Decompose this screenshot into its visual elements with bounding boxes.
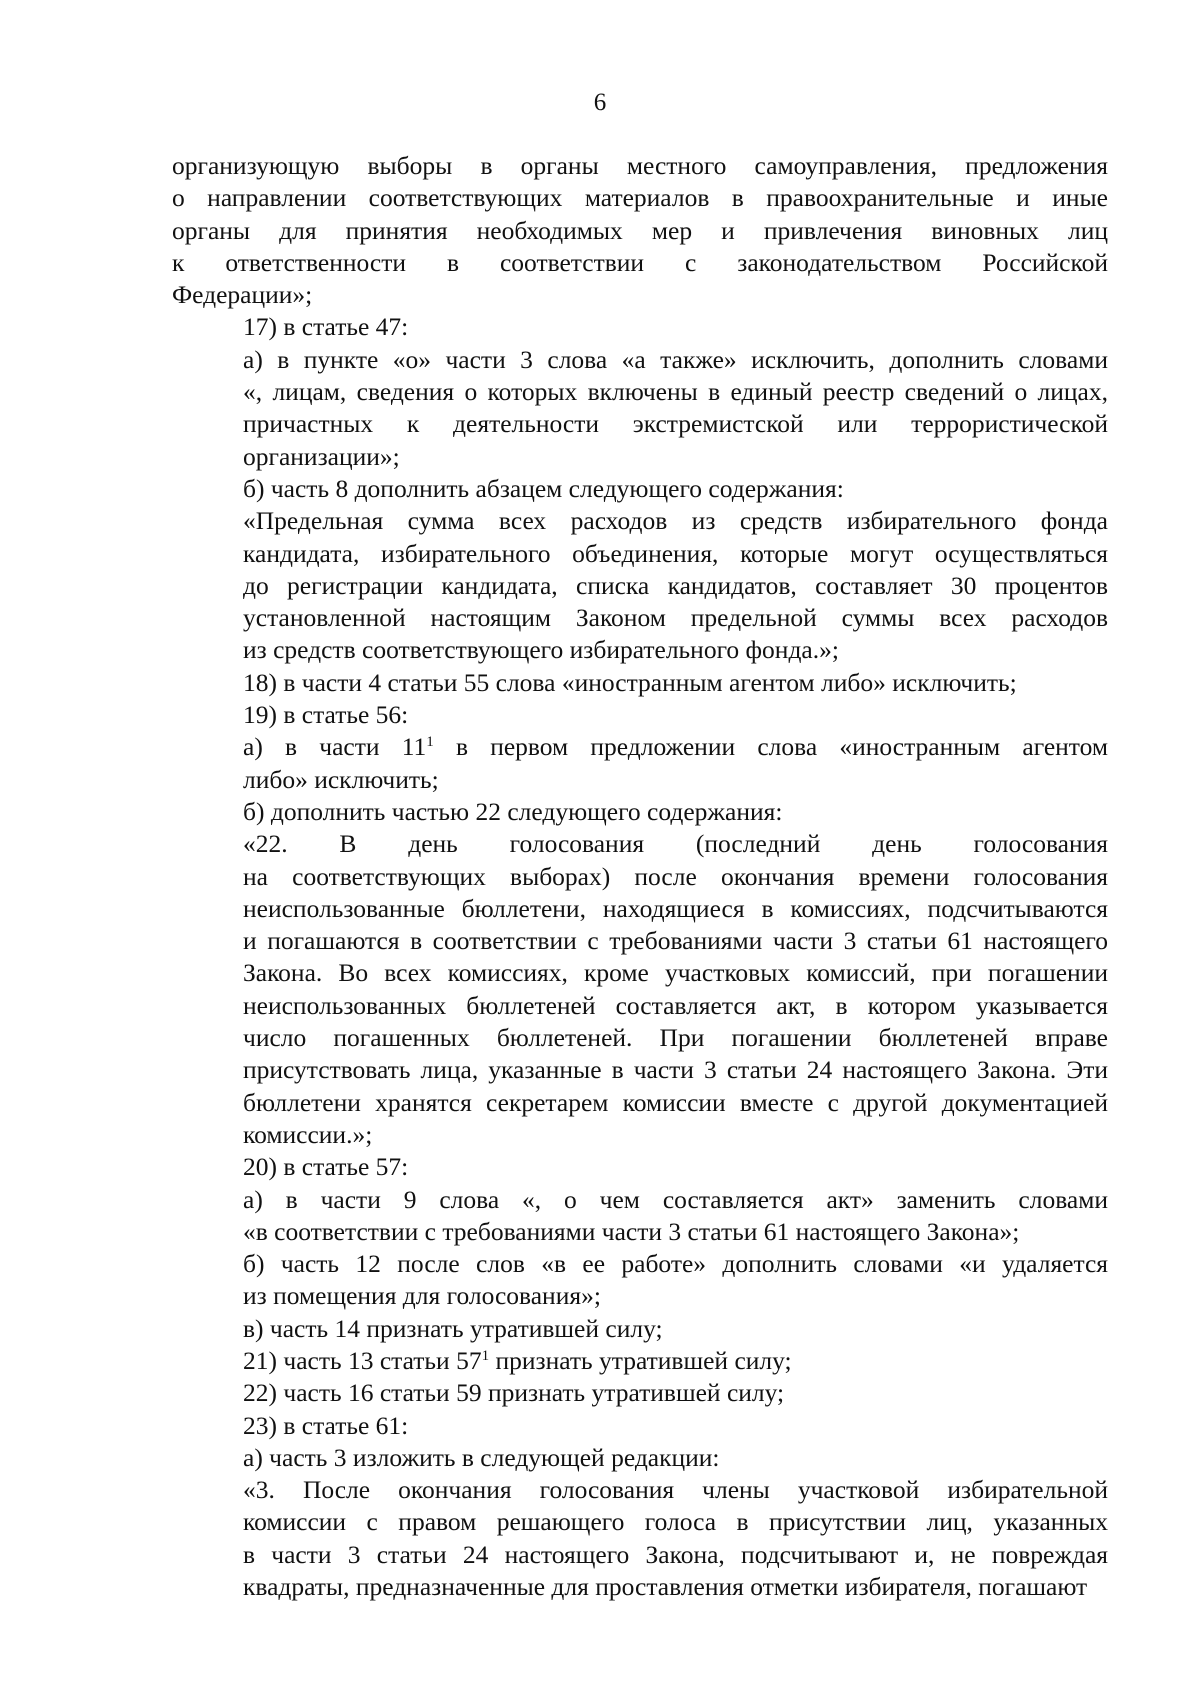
text-line: установленной настоящим Законом предельной суммы всех расходов	[243, 603, 1108, 633]
paragraph	[172, 473, 1108, 505]
text-line: а) в части 9 слова «, о чем составляется акт» заменить словами	[243, 1184, 1108, 1214]
paragraph	[172, 1442, 1108, 1474]
text-line: присутствовать лица, указанные в части 3 статьи 24 настоящего Закона. Эти	[243, 1055, 1108, 1085]
text-line: квадраты, предназначенные для проставления отметки избирателя, погашают	[243, 1572, 1088, 1602]
paragraph	[172, 1410, 1108, 1442]
paragraph	[172, 1474, 1108, 1603]
paragraph	[172, 311, 1108, 343]
text-line: и погашаются в соответствии с требованиями части 3 статьи 61 настоящего	[243, 926, 1108, 956]
text-line: о направлении соответствующих материалов в правоохранительные и иные	[172, 183, 1108, 213]
paragraph	[172, 1151, 1108, 1183]
paragraph	[172, 1248, 1108, 1313]
paragraph	[172, 1345, 1108, 1377]
text-line: до регистрации кандидата, списка кандидатов, составляет 30 процентов	[243, 570, 1108, 600]
text-fragment: 21) часть 13 статьи 57	[243, 1345, 482, 1375]
text-line: Закона. Во всех комиссиях, кроме участковых комиссий, при погашении	[243, 958, 1108, 988]
paragraph	[172, 1184, 1108, 1249]
text-fragment: а) в части 11	[243, 732, 427, 762]
text-line: причастных к деятельности экстремистской или террористической	[243, 409, 1108, 439]
text-line: «Предельная сумма всех расходов из средств избирательного фонда	[243, 506, 1108, 536]
text-line: 17) в статье 47:	[243, 312, 409, 342]
text-line: а) в пункте «о» части 3 слова «а также» исключить, дополнить словами	[243, 344, 1108, 374]
text-line: б) дополнить частью 22 следующего содержания:	[243, 796, 783, 826]
text-line: в части 3 статьи 24 настоящего Закона, подсчитывают и, не повреждая	[243, 1539, 1108, 1569]
text-line: Федерации»;	[172, 280, 313, 310]
text-line: организующую выборы в органы местного самоуправления, предложения	[172, 151, 1108, 180]
page-number: 6	[593, 89, 607, 116]
paragraph	[172, 731, 1108, 796]
text-line: из помещения для голосования»;	[243, 1281, 601, 1311]
text-line: из средств соответствующего избирательного фонда.»;	[243, 635, 839, 665]
text-line: 22) часть 16 статьи 59 признать утратившей силу;	[243, 1378, 785, 1408]
text-line: неиспользованные бюллетени, находящиеся в комиссиях, подсчитываются	[243, 893, 1108, 923]
text-line: 19) в статье 56:	[243, 700, 409, 730]
text-line: к ответственности в соответствии с законодательством Российской	[172, 247, 1108, 277]
text-line: 23) в статье 61:	[243, 1410, 409, 1440]
text-line: бюллетени хранятся секретарем комиссии вместе с другой документацией	[243, 1087, 1108, 1117]
text-line: в) часть 14 признать утратившей силу;	[243, 1313, 663, 1343]
text-line: на соответствующих выборах) после окончания времени голосования	[243, 861, 1108, 891]
paragraph	[172, 699, 1108, 731]
text-line: 20) в статье 57:	[243, 1152, 409, 1182]
text-line: организации»;	[243, 441, 400, 471]
superscript: 1	[481, 1347, 490, 1364]
paragraph	[172, 1377, 1108, 1409]
text-line: комиссии с правом решающего голоса в присутствии лиц, указанных	[243, 1507, 1108, 1537]
paragraph	[172, 344, 1108, 473]
paragraph	[172, 150, 1108, 311]
text-line: «, лицам, сведения о которых включены в единый реестр сведений о лицах,	[243, 377, 1108, 407]
paragraph	[172, 1313, 1108, 1345]
text-fragment: признать утратившей силу;	[489, 1345, 792, 1375]
text-line: число погашенных бюллетеней. При погашении бюллетеней вправе	[243, 1023, 1108, 1053]
text-line: комиссии.»;	[243, 1119, 373, 1149]
paragraph	[172, 828, 1108, 1151]
text-line: либо» исключить;	[243, 764, 439, 794]
text-line: «3. После окончания голосования члены участковой избирательной	[243, 1475, 1108, 1505]
text-line: «в соответствии с требованиями части 3 статьи 61 настоящего Закона»;	[243, 1216, 1020, 1246]
text-line	[172, 731, 1108, 763]
text-line: кандидата, избирательного объединения, которые могут осуществляться	[243, 538, 1108, 568]
text-line: органы для принятия необходимых мер и привлечения виновных лиц	[172, 215, 1108, 245]
text-line: 18) в части 4 статьи 55 слова «иностранным агентом либо» исключить;	[243, 667, 1017, 697]
text-line	[172, 1345, 1108, 1377]
text-line: а) часть 3 изложить в следующей редакции:	[243, 1442, 720, 1472]
text-line: неиспользованных бюллетеней составляется акт, в котором указывается	[243, 990, 1108, 1020]
paragraph	[172, 505, 1108, 666]
text-fragment: в первом предложении слова «иностранным агентом	[433, 732, 1108, 762]
paragraph	[172, 667, 1108, 699]
text-line: б) часть 12 после слов «в ее работе» дополнить словами «и удаляется	[243, 1249, 1108, 1279]
text-line: б) часть 8 дополнить абзацем следующего содержания:	[243, 473, 844, 503]
text-line: «22. В день голосования (последний день голосования	[243, 829, 1108, 859]
paragraph	[172, 796, 1108, 828]
superscript: 1	[426, 734, 434, 751]
document-body	[172, 150, 1108, 1603]
